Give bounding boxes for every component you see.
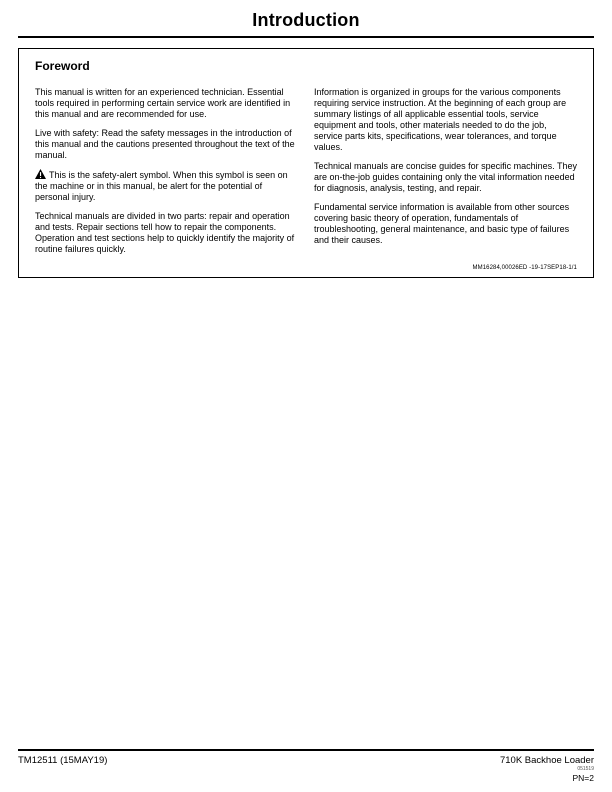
page-footer bbox=[18, 749, 594, 784]
reference-code: MM16284,00026ED -19-17SEP18-1/1 bbox=[472, 264, 577, 271]
page-header bbox=[0, 0, 612, 38]
paragraph: This manual is written for an experienced technician. Essential tools required in performing certain service work are identified in this manual and are recommended for use. bbox=[35, 87, 291, 119]
title-rule bbox=[18, 36, 594, 38]
page-number: PN=2 bbox=[572, 772, 594, 783]
print-code: 051519 bbox=[577, 765, 594, 772]
paragraph: Information is organized in groups for the various components requiring service instruction. At the beginning of each group are summary listings of all applicable essential tools, service equipment and tools, other materials needed to do the job, service parts kits, specifications, wear tolerances, and torque values. bbox=[314, 87, 567, 152]
left-column bbox=[35, 87, 298, 263]
model-name: 710K Backhoe Loader bbox=[499, 754, 594, 766]
footer-row bbox=[18, 751, 594, 766]
paragraph: Live with safety: Read the safety messages in the introduction of this manual and the cautions presented throughout the text of the manual. bbox=[35, 127, 295, 160]
two-column-text bbox=[35, 87, 577, 263]
paragraph: Technical manuals are divided in two parts: repair and operation and tests. Repair sections tell how to repair the components. Operation and test sections help to quickly identify the majority of routine failures quickly. bbox=[35, 210, 295, 254]
safety-paragraph-text: This is the safety-alert symbol. When this symbol is seen on the machine or in this manual, be alert for the potential of personal injury. bbox=[35, 169, 288, 202]
right-column bbox=[314, 87, 577, 263]
paragraph: Technical manuals are concise guides for specific machines. They are on-the-job guides containing only the vital information needed for diagnosis, analysis, testing, and repair. bbox=[314, 160, 577, 193]
manual-number: TM12511 (15MAY19) bbox=[18, 754, 108, 766]
foreword-heading: Foreword bbox=[35, 59, 90, 73]
paragraph: Fundamental service information is available from other sources covering basic theory of operation, fundamentals of troubleshooting, general maintenance, and basic type of failures and their causes. bbox=[314, 201, 570, 245]
footer-sub bbox=[18, 766, 594, 784]
safety-paragraph bbox=[35, 169, 298, 203]
safety-alert-icon bbox=[35, 169, 46, 179]
page-title: Introduction bbox=[252, 10, 360, 30]
foreword-section bbox=[18, 48, 594, 278]
